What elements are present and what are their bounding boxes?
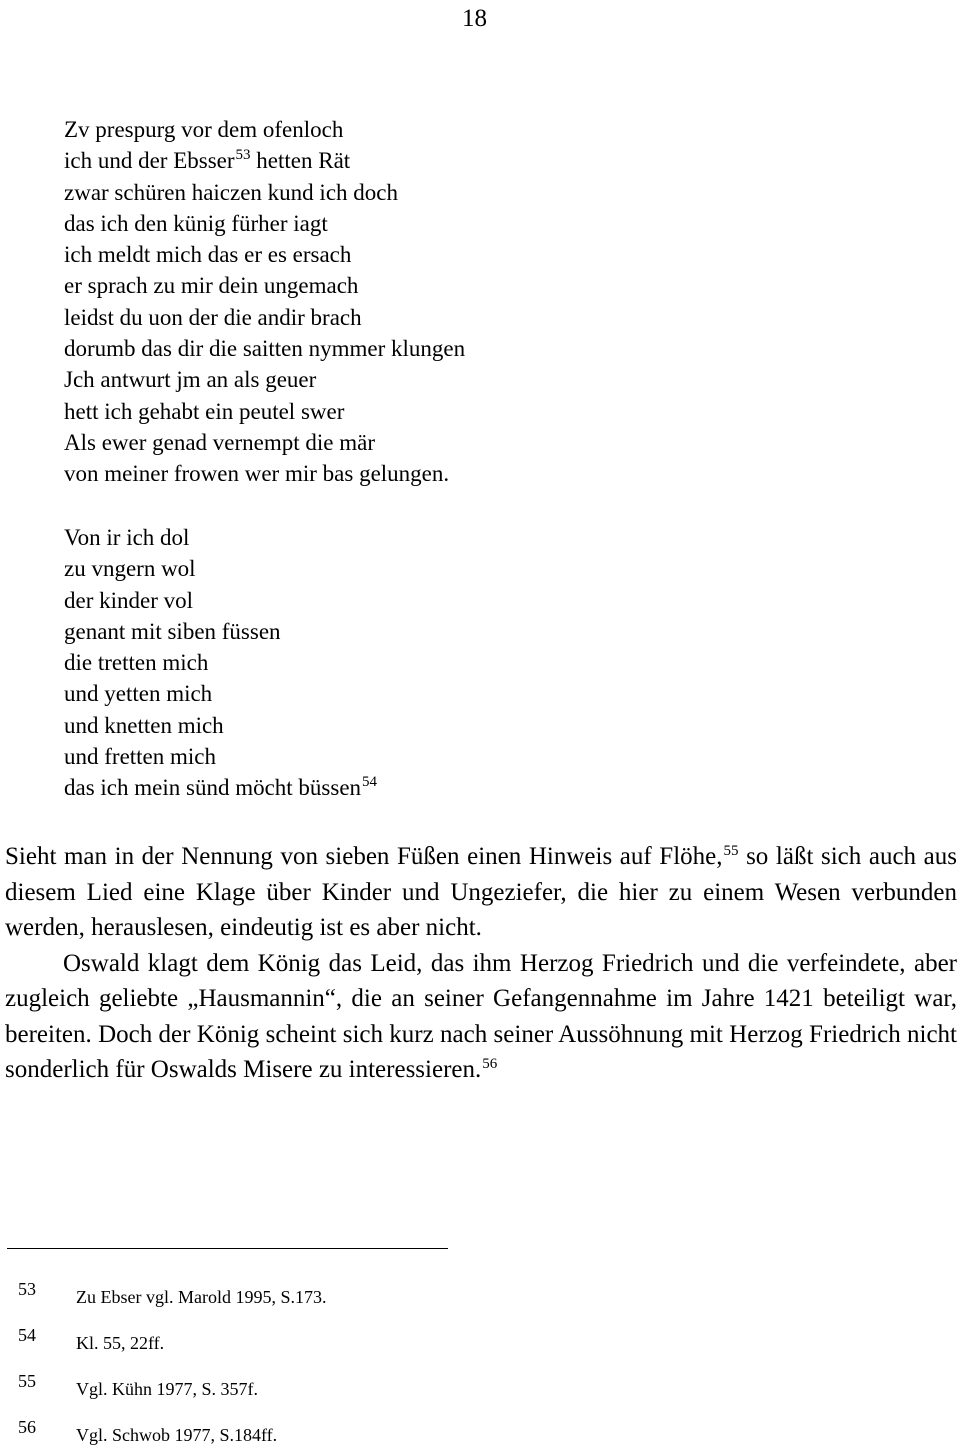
paragraph: Sieht man in der Nennung von sieben Füßen einen Hinweis auf Flöhe,$^{55}$ so läßt sich auch aus diesem Lied eine Klage über Kinder und Ungeziefer, die hier zu einem Wesen verbunden werden, herauslesen, eindeutig ist es aber nicht. xyxy=(5,843,957,941)
poem-line: und yetten mich xyxy=(64,681,213,707)
poem-line: hett ich gehabt ein peutel swer xyxy=(64,398,345,424)
poem-line: ich und der Ebsser$^{53}$ hetten Rät xyxy=(64,147,351,174)
footnote-reference[interactable]: 53 xyxy=(235,147,251,164)
footnote-number: 53 xyxy=(18,1279,36,1299)
footnote-text: Kl. 55, 22ff. xyxy=(76,1333,165,1353)
footnote-reference[interactable]: 55 xyxy=(723,843,739,859)
poem-line: der kinder vol xyxy=(64,587,194,613)
footnote xyxy=(18,1417,278,1446)
footnote-number: 56 xyxy=(18,1417,36,1437)
poem-line: die tretten mich xyxy=(64,650,209,676)
poem-line: und fretten mich xyxy=(64,744,217,770)
footnote xyxy=(18,1371,259,1400)
poem-line: zu vngern wol xyxy=(64,556,196,582)
poem-line: Zv prespurg vor dem ofenloch xyxy=(64,117,344,142)
poem-line: das ich mein sünd möcht büssen$^{54}$ xyxy=(64,774,378,801)
poem-line: leidst du uon der die andir brach xyxy=(64,304,362,330)
poem-line: er sprach zu mir dein ungemach xyxy=(64,273,359,299)
footnote xyxy=(18,1279,327,1308)
poem-line: genant mit siben füssen xyxy=(64,618,281,644)
footnote-text: Zu Ebser vgl. Marold 1995, S.173. xyxy=(76,1287,327,1307)
footnote-number: 54 xyxy=(18,1325,36,1345)
poem-line: zwar schüren haiczen kund ich doch xyxy=(64,179,398,205)
footnote-text: Vgl. Schwob 1977, S.184ff. xyxy=(76,1425,278,1445)
footnote-separator xyxy=(7,1248,448,1249)
footnote-reference[interactable]: 56 xyxy=(482,1056,498,1072)
paragraph: Oswald klagt dem König das Leid, das ihm Herzog Friedrich und die verfeindete, aber zugleich geliebte „Hausmannin“, die an seiner Gefangennahme im Jahre 1421 beteiligt war, bereiten. Doch der König scheint sich kurz nach seiner Aussöhnung mit Herzog Friedrich nicht sonderlich für Oswalds Misere zu interessieren.$^{56}$ xyxy=(5,949,957,1083)
poem-line: Als ewer genad vernempt die mär xyxy=(64,429,376,455)
body-text xyxy=(5,839,957,1088)
footnote-reference[interactable]: 54 xyxy=(362,774,378,791)
poem-line: Jch antwurt jm an als geuer xyxy=(64,367,317,393)
footnote xyxy=(18,1325,165,1354)
poem-line: von meiner frowen wer mir bas gelungen. xyxy=(64,461,450,487)
poem-line: und knetten mich xyxy=(64,712,224,738)
footnote-number: 55 xyxy=(18,1371,36,1391)
poem-line: dorumb das dir die saitten nymmer klungen xyxy=(64,336,466,362)
poem-line: Von ir ich dol xyxy=(64,525,190,550)
footnote-text: Vgl. Kühn 1977, S. 357f. xyxy=(76,1379,259,1399)
poem-stanza-1 xyxy=(64,114,465,490)
page-number: 18 xyxy=(462,5,487,32)
poem-line: ich meldt mich das er es ersach xyxy=(64,242,352,268)
poem-line: das ich den künig fürher iagt xyxy=(64,210,328,236)
poem-stanza-2 xyxy=(64,522,377,804)
